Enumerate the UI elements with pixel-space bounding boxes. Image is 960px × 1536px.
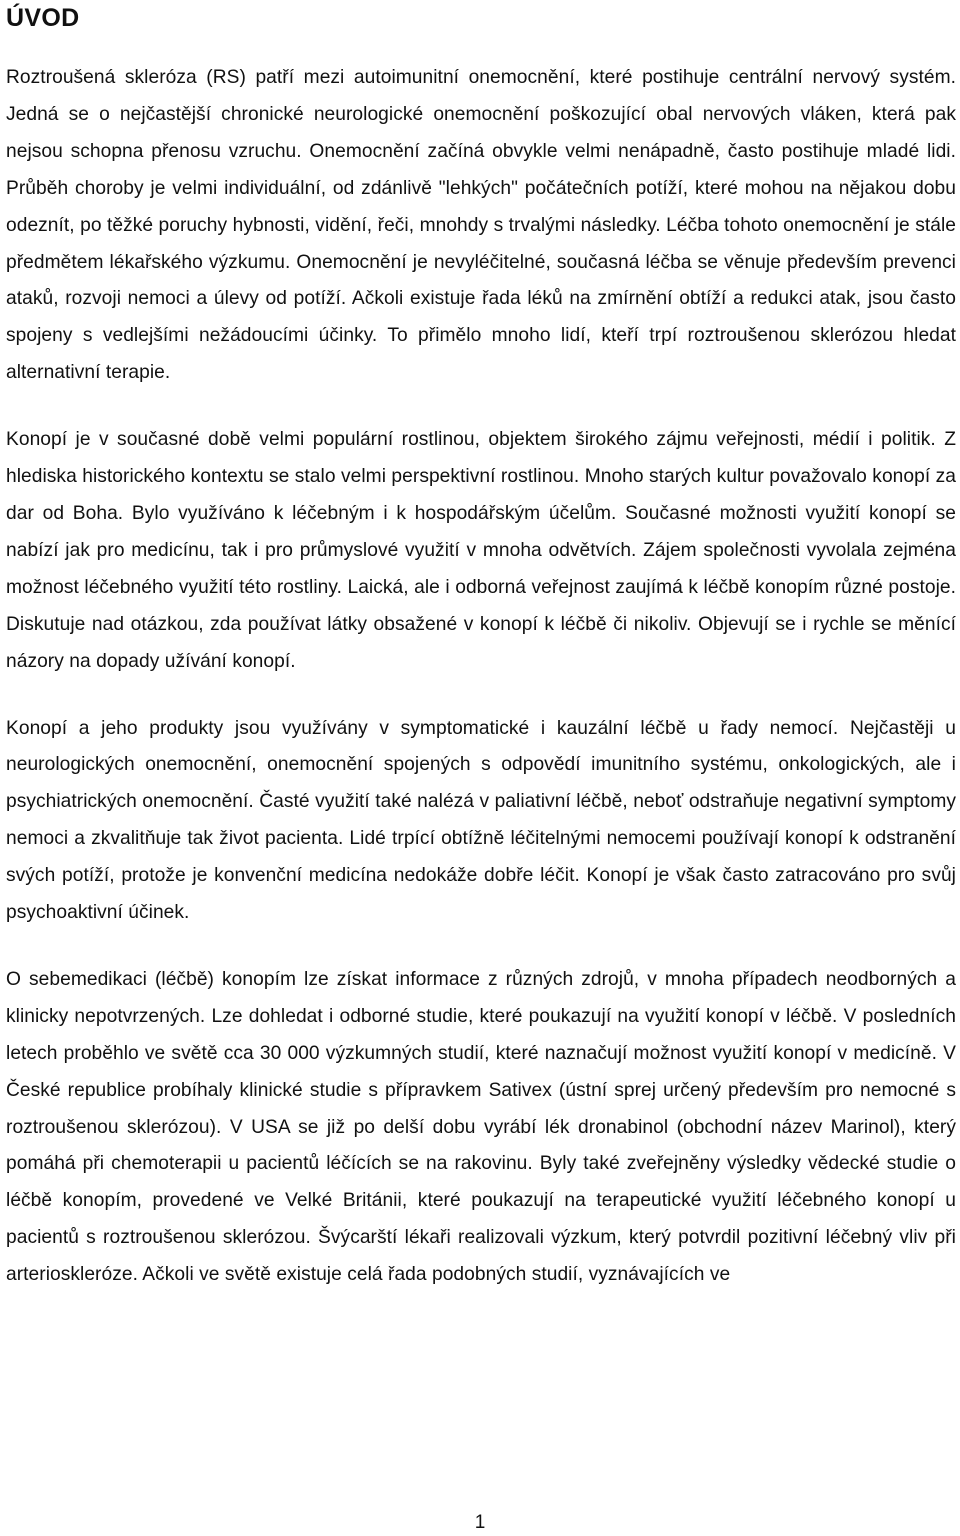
page-number: 1 bbox=[474, 1512, 486, 1533]
document-page bbox=[6, 0, 956, 1294]
paragraph-3: Konopí a jeho produkty jsou využívány v symptomatické i kauzální léčbě u řady nemocí. Nejčastěji u neurologických onemocnění, onemocnění spojených s odpovědí imunitního systému, onkologických, ale i psychiatrických onemocnění. Časté využití také nalézá v paliativní léčbě, neboť odstraňuje negativní symptomy nemoci a zkvalitňuje tak život pacienta. Lidé trpící obtížně léčitelnými nemocemi používají konopí k odstranění svých potíží, protože je konvenční medicína nedokáže dobře léčit. Konopí je však často zatracováno pro svůj psychoaktivní účinek. bbox=[6, 717, 956, 924]
paragraph-2: Konopí je v současné době velmi populární rostlinou, objektem širokého zájmu veřejnosti, médií i politik. Z hlediska historického kontextu se stalo velmi perspektivní rostlinou. Mnoho starých kultur považovalo konopí za dar od Boha. Bylo využíváno k léčebným i k hospodářským účelům. Současné možnosti využití konopí se nabízí jak pro medicínu, tak i pro průmyslové využití v mnoha odvětvích. Zájem společnosti vyvolala zejména možnost léčebného využití této rostliny. Laická, ale i odborná veřejnost zaujímá k léčbě konopím různé postoje. Diskutuje nad otázkou, zda používat látky obsažené v konopí k léčbě či nikoliv. Objevují se i rychle se měnící názory na dopady užívání konopí. bbox=[6, 429, 956, 672]
section-heading: ÚVOD bbox=[6, 4, 80, 32]
paragraph-4: O sebemedikaci (léčbě) konopím lze získat informace z různých zdrojů, v mnoha případech neodborných a klinicky nepotvrzených. Lze dohledat i odborné studie, které poukazují na využití konopí v léčbě. V posledních letech proběhlo ve světě cca 30 000 výzkumných studií, které naznačují možnost využití konopí v medicíně. V České republice probíhaly klinické studie s přípravkem Sativex (ústní sprej určený především pro nemocné s roztroušenou sklerózou). V USA se již po delší dobu vyrábí lék dronabinol (obchodní název Marinol), který pomáhá při chemoterapii u pacientů léčících se na rakovinu. Byly také zveřejněny výsledky vědecké studie o léčbě konopím, provedené ve Velké Británii, které poukazují na terapeutické využití léčebného konopí u pacientů s roztroušenou sklerózou. Švýcarští lékaři realizovali výzkum, který potvrdil pozitivní léčebný vliv při arterioskleróze. Ačkoli ve světě existuje celá řada podobných studií, vyznávajících ve bbox=[6, 968, 956, 1286]
paragraph-1: Roztroušená skleróza (RS) patří mezi autoimunitní onemocnění, které postihuje centrální nervový systém. Jedná se o nejčastější chronické neurologické onemocnění poškozující obal nervových vláken, která pak nejsou schopna přenosu vzruchu. Onemocnění začíná obvykle velmi nenápadně, často postihuje mladé lidi. Průběh choroby je velmi individuální, od zdánlivě "lehkých" počátečních potíží, které mohou na nějakou dobu odeznít, po těžké poruchy hybnosti, vidění, řeči, mnohdy s trvalými následky. Léčba tohoto onemocnění je stále předmětem lékařského výzkumu. Onemocnění je nevyléčitelné, současná léčba se věnuje především prevenci ataků, rozvoji nemoci a úlevy od potíží. Ačkoli existuje řada léků na zmírnění obtíží a redukci atak, jsou často spojeny s vedlejšími nežádoucími účinky. To přimělo mnoho lidí, kteří trpí roztroušenou sklerózou hledat alternativní terapie. bbox=[6, 67, 956, 384]
